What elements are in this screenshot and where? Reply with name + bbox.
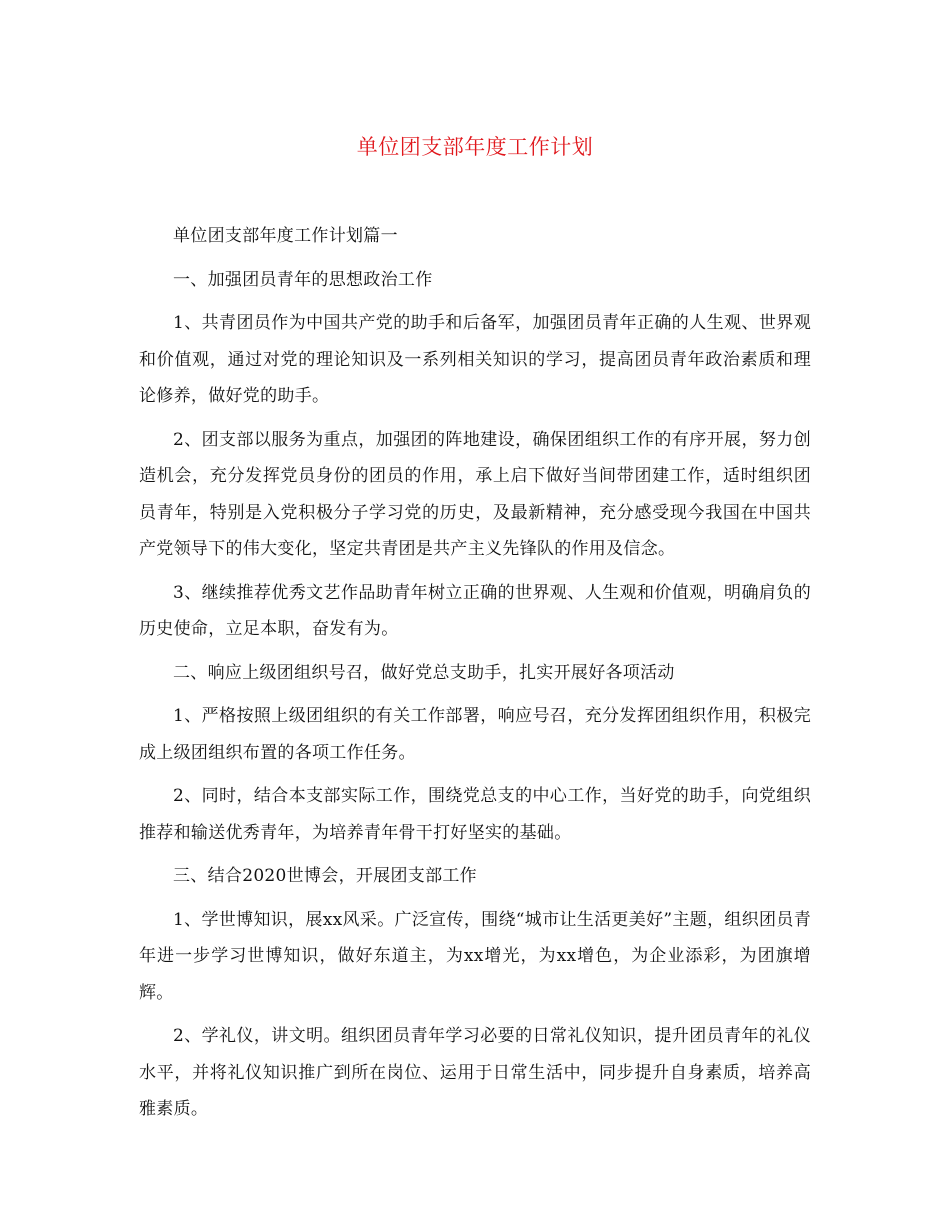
document-title: 单位团支部年度工作计划 (356, 135, 594, 159)
paragraph-1-1: 1、共青团员作为中国共产党的助手和后备军，加强团员青年正确的人生观、世界观和价值观，通过对党的理论知识及一系列相关知识的学习，提高团员青年政治素质和理论修养，做好党的助手。 (139, 313, 811, 406)
paragraph-1-2: 2、团支部以服务为重点，加强团的阵地建设，确保团组织工作的有序开展，努力创造机会，充分发挥党员身份的团员的作用，承上启下做好当间带团建工作，适时组织团员青年，特别是入党积极分子学习党的历史，及最新精神，充分感受现今我国在中国共产党领导下的伟大变化，坚定共青团是共产主义先锋队的作用及信念。 (139, 429, 811, 559)
section-heading-1: 一、加强团员青年的思想政治工作 (173, 269, 433, 290)
paragraph-3-2: 2、学礼仪，讲文明。组织团员青年学习必要的日常礼仪知识，提升团员青年的礼仪水平，并将礼仪知识推广到所在岗位、运用于日常生活中，同步提升自身素质，培养高雅素质。 (139, 1026, 811, 1119)
paragraph-2-1: 1、严格按照上级团组织的有关工作部署，响应号召，充分发挥团组织作用，积极完成上级团组织布置的各项工作任务。 (139, 706, 811, 763)
section-heading-2: 二、响应上级团组织号召，做好党总支助手，扎实开展好各项活动 (173, 662, 675, 683)
paragraph-3-1: 1、学世博知识，展xx风采。广泛宣传，围绕“城市让生活更美好”主题，组织团员青年进一步学习世博知识，做好东道主，为xx增光，为xx增色，为企业添彩，为团旗增辉。 (139, 909, 811, 1003)
section-heading-3: 三、结合2020世博会，开展团支部工作 (173, 866, 477, 886)
section-heading-plan: 单位团支部年度工作计划篇一 (173, 226, 398, 246)
paragraph-1-3: 3、继续推荐优秀文艺作品助青年树立正确的世界观、人生观和价值观，明确肩负的历史使命，立足本职，奋发有为。 (139, 582, 811, 639)
paragraph-2-2: 2、同时，结合本支部实际工作，围绕党总支的中心工作，当好党的助手，向党组织推荐和输送优秀青年，为培养青年骨干打好坚实的基础。 (139, 786, 811, 843)
document-body (139, 218, 811, 1135)
